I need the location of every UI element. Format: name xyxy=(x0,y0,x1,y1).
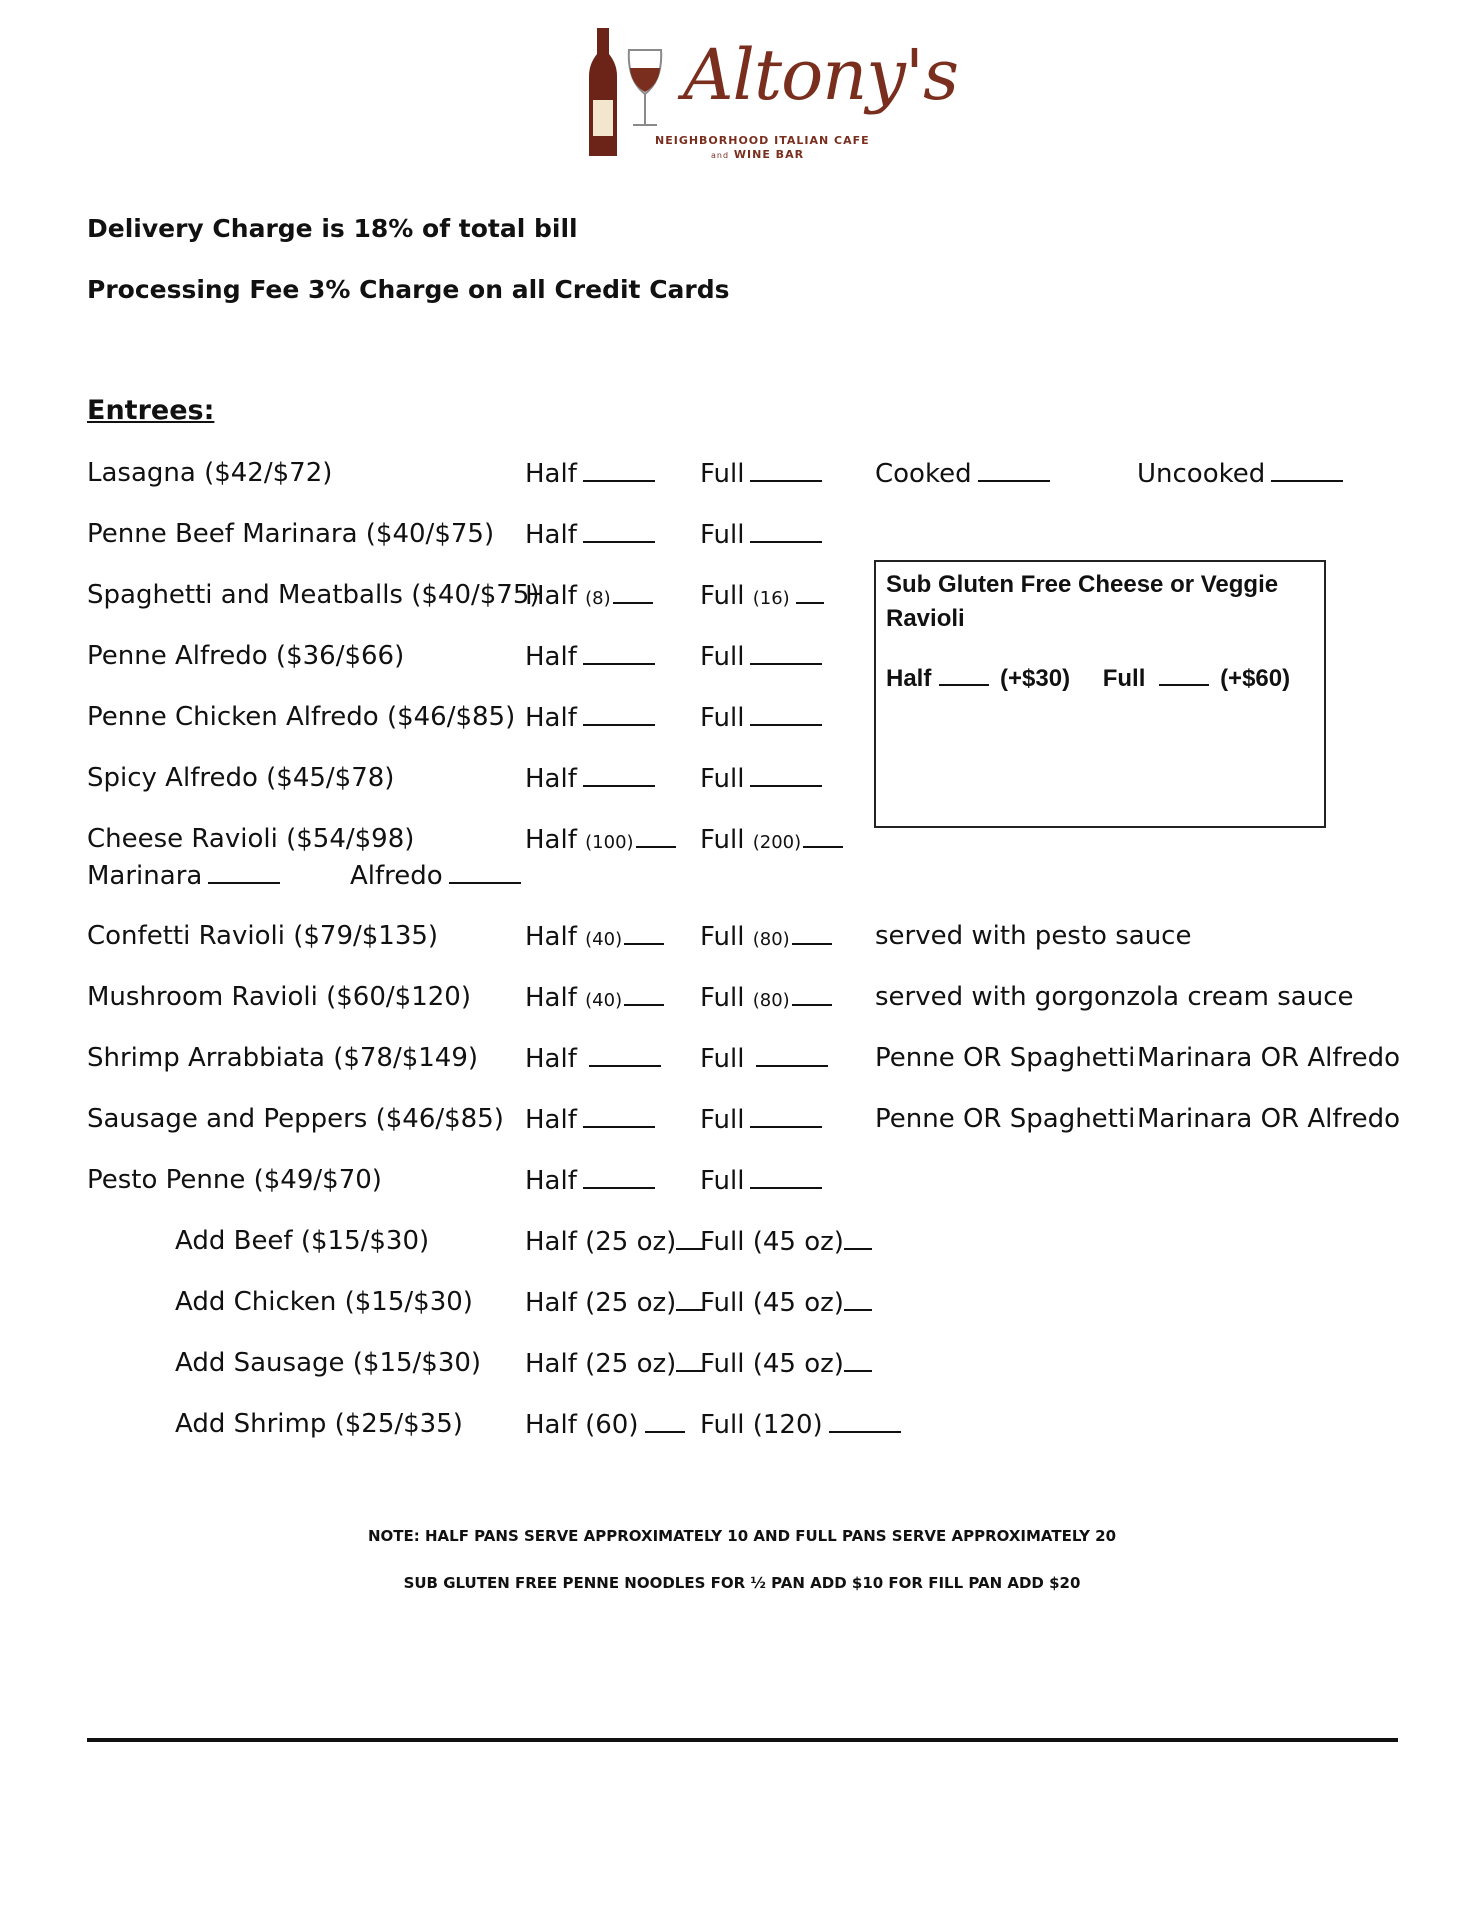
gluten-free-ravioli-options xyxy=(886,662,1290,693)
half-label: Half (25 oz) xyxy=(525,1288,677,1318)
full-blank[interactable] xyxy=(750,702,822,726)
half-blank[interactable] xyxy=(583,1165,655,1189)
sauce-choice: Marinara OR Alfredo xyxy=(1137,1104,1401,1134)
full-label: Full xyxy=(700,983,745,1013)
half-label: Half (60) xyxy=(525,1410,639,1440)
addon-name: Add Beef ($15/$30) xyxy=(175,1226,430,1256)
full-label: Full (45 oz) xyxy=(700,1349,844,1379)
entree-name: Pesto Penne ($49/$70) xyxy=(87,1165,382,1195)
full-blank[interactable] xyxy=(750,1165,822,1189)
half-label: Half xyxy=(525,825,577,855)
sauce-choice: Marinara OR Alfredo xyxy=(1137,1043,1401,1073)
full-label: Full xyxy=(700,520,745,550)
full-blank[interactable] xyxy=(750,641,822,665)
wine-bottle-and-glass-icon xyxy=(585,28,685,168)
full-label: Full xyxy=(700,1105,745,1135)
half-label: Half (25 oz) xyxy=(525,1349,677,1379)
entree-name: Penne Alfredo ($36/$66) xyxy=(87,641,405,671)
half-blank[interactable] xyxy=(583,641,655,665)
full-blank[interactable] xyxy=(803,824,843,848)
alfredo-label: Alfredo xyxy=(350,861,443,891)
marinara-blank[interactable] xyxy=(208,860,280,884)
entree-name: Penne Chicken Alfredo ($46/$85) xyxy=(87,702,516,732)
half-label: Half xyxy=(525,922,577,952)
full-blank[interactable] xyxy=(750,458,822,482)
full-serving-count: (80) xyxy=(752,929,790,950)
bottom-divider xyxy=(87,1738,1398,1742)
full-label: Full xyxy=(700,703,745,733)
half-label: Half xyxy=(525,459,577,489)
serving-size-note: NOTE: HALF PANS SERVE APPROXIMATELY 10 AND FULL PANS SERVE APPROXIMATELY 20 xyxy=(367,1527,1117,1545)
half-blank[interactable] xyxy=(636,824,676,848)
addon-name: Add Sausage ($15/$30) xyxy=(175,1348,482,1378)
entree-name: Mushroom Ravioli ($60/$120) xyxy=(87,982,471,1012)
full-blank[interactable] xyxy=(796,580,824,604)
sauce-note: served with pesto sauce xyxy=(875,921,1192,951)
full-label: Full xyxy=(700,1044,745,1074)
half-blank[interactable] xyxy=(583,763,655,787)
full-label: Full (120) xyxy=(700,1410,823,1440)
half-label: Half xyxy=(525,1044,577,1074)
half-label: Half xyxy=(525,642,577,672)
half-label: Half xyxy=(525,520,577,550)
entree-name: Penne Beef Marinara ($40/$75) xyxy=(87,519,495,549)
cooked-blank[interactable] xyxy=(978,458,1050,482)
gluten-free-ravioli-box xyxy=(874,560,1326,828)
uncooked-label: Uncooked xyxy=(1137,459,1266,489)
half-blank[interactable] xyxy=(583,519,655,543)
entree-name: Spicy Alfredo ($45/$78) xyxy=(87,763,395,793)
half-blank[interactable] xyxy=(645,1409,685,1433)
entrees-heading: Entrees: xyxy=(87,395,215,426)
gluten-free-ravioli-title: Sub Gluten Free Cheese or Veggie Ravioli xyxy=(886,571,1279,632)
gf-half-label: Half xyxy=(886,665,932,692)
full-label: Full xyxy=(700,764,745,794)
half-serving-count: (8) xyxy=(585,588,611,609)
full-blank[interactable] xyxy=(829,1409,901,1433)
marinara-label: Marinara xyxy=(87,861,203,891)
entree-name: Confetti Ravioli ($79/$135) xyxy=(87,921,439,951)
half-serving-count: (100) xyxy=(585,832,634,853)
addon-name: Add Chicken ($15/$30) xyxy=(175,1287,473,1317)
pasta-choice: Penne OR Spaghetti xyxy=(875,1104,1136,1134)
processing-fee-notice: Processing Fee 3% Charge on all Credit Cards xyxy=(87,275,730,304)
gf-half-blank[interactable] xyxy=(939,662,989,686)
full-blank[interactable] xyxy=(844,1287,872,1311)
half-blank[interactable] xyxy=(583,702,655,726)
full-label: Full xyxy=(700,825,745,855)
full-label: Full xyxy=(700,642,745,672)
half-serving-count: (40) xyxy=(585,929,623,950)
entree-name: Spaghetti and Meatballs ($40/$75) xyxy=(87,580,540,610)
full-blank[interactable] xyxy=(844,1226,872,1250)
full-blank[interactable] xyxy=(750,519,822,543)
cooked-label: Cooked xyxy=(875,459,972,489)
full-serving-count: (16) xyxy=(752,588,790,609)
pasta-choice: Penne OR Spaghetti xyxy=(875,1043,1136,1073)
half-label: Half xyxy=(525,1166,577,1196)
entree-name: Cheese Ravioli ($54/$98) xyxy=(87,824,415,854)
half-blank[interactable] xyxy=(583,458,655,482)
full-blank[interactable] xyxy=(792,921,832,945)
half-blank[interactable] xyxy=(583,1104,655,1128)
half-label: Half xyxy=(525,581,577,611)
full-label: Full (45 oz) xyxy=(700,1288,844,1318)
half-blank[interactable] xyxy=(624,921,664,945)
delivery-charge-notice: Delivery Charge is 18% of total bill xyxy=(87,214,578,243)
addon-name: Add Shrimp ($25/$35) xyxy=(175,1409,463,1439)
half-serving-count: (40) xyxy=(585,990,623,1011)
half-label: Half xyxy=(525,703,577,733)
alfredo-blank[interactable] xyxy=(449,860,521,884)
half-blank[interactable] xyxy=(589,1043,661,1067)
full-blank[interactable] xyxy=(844,1348,872,1372)
brand-tagline-wine-bar: WINE BAR xyxy=(733,148,805,161)
entree-name: Sausage and Peppers ($46/$85) xyxy=(87,1104,504,1134)
half-blank[interactable] xyxy=(613,580,653,604)
half-label: Half xyxy=(525,764,577,794)
entree-name: Shrimp Arrabbiata ($78/$149) xyxy=(87,1043,479,1073)
full-blank[interactable] xyxy=(792,982,832,1006)
full-serving-count: (200) xyxy=(752,832,802,853)
gf-full-label: Full xyxy=(1102,665,1146,692)
full-blank[interactable] xyxy=(750,763,822,787)
gf-full-blank[interactable] xyxy=(1159,662,1209,686)
full-serving-count: (80) xyxy=(752,990,790,1011)
brand-tagline-1: NEIGHBORHOOD ITALIAN CAFE xyxy=(655,134,870,147)
half-label: Half xyxy=(525,983,577,1013)
gf-half-price: (+$30) xyxy=(1000,665,1071,692)
half-blank[interactable] xyxy=(624,982,664,1006)
full-label: Full xyxy=(700,581,745,611)
brand-tagline-and: and xyxy=(711,151,730,160)
full-label: Full xyxy=(700,1166,745,1196)
uncooked-blank[interactable] xyxy=(1271,458,1343,482)
gf-full-price: (+$60) xyxy=(1220,665,1291,692)
gluten-free-penne-note: SUB GLUTEN FREE PENNE NOODLES FOR ½ PAN ADD $10 FOR FILL PAN ADD $20 xyxy=(403,1574,1081,1592)
full-label: Full (45 oz) xyxy=(700,1227,844,1257)
brand-tagline-2 xyxy=(711,148,804,161)
full-blank[interactable] xyxy=(756,1043,828,1067)
entree-name: Lasagna ($42/$72) xyxy=(87,458,333,488)
full-blank[interactable] xyxy=(750,1104,822,1128)
half-label: Half (25 oz) xyxy=(525,1227,677,1257)
brand-name: Altony's xyxy=(683,34,959,116)
full-label: Full xyxy=(700,922,745,952)
half-label: Half xyxy=(525,1105,577,1135)
brand-logo xyxy=(585,28,959,168)
full-label: Full xyxy=(700,459,745,489)
sauce-note: served with gorgonzola cream sauce xyxy=(875,982,1354,1012)
